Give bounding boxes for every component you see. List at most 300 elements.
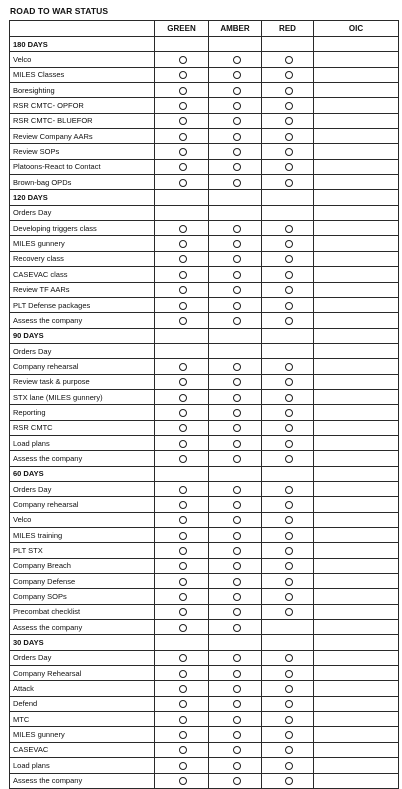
red-status-cell	[262, 696, 314, 711]
section-row	[10, 328, 399, 343]
task-label: Company rehearsal	[10, 497, 155, 512]
circle-icon	[285, 731, 293, 739]
task-label: Recovery class	[10, 251, 155, 266]
circle-icon	[233, 746, 241, 754]
circle-icon	[179, 578, 187, 586]
task-label: Review SOPs	[10, 144, 155, 159]
circle-icon	[233, 532, 241, 540]
table-row	[10, 773, 399, 788]
red-status-cell	[262, 113, 314, 128]
circle-icon	[179, 102, 187, 110]
amber-status-cell	[209, 144, 262, 159]
red-status-cell	[262, 313, 314, 328]
circle-icon	[285, 455, 293, 463]
oic-cell	[314, 435, 399, 450]
circle-icon	[179, 71, 187, 79]
circle-icon	[179, 608, 187, 616]
circle-icon	[285, 378, 293, 386]
header-row	[10, 21, 399, 37]
circle-icon	[285, 777, 293, 785]
table-row	[10, 558, 399, 573]
section-empty-cell	[155, 466, 209, 481]
amber-status-cell	[209, 543, 262, 558]
green-status-cell	[155, 251, 209, 266]
task-label: STX lane (MILES gunnery)	[10, 389, 155, 404]
circle-icon	[285, 562, 293, 570]
circle-icon	[285, 424, 293, 432]
amber-status-cell	[209, 420, 262, 435]
task-label: Orders Day	[10, 205, 155, 220]
green-status-cell	[155, 343, 209, 358]
section-empty-cell	[262, 37, 314, 52]
task-label: Company rehearsal	[10, 359, 155, 374]
circle-icon	[179, 532, 187, 540]
red-status-cell	[262, 558, 314, 573]
task-label: Attack	[10, 681, 155, 696]
oic-cell	[314, 481, 399, 496]
circle-icon	[179, 255, 187, 263]
section-empty-cell	[314, 37, 399, 52]
red-status-cell	[262, 374, 314, 389]
amber-status-cell	[209, 359, 262, 374]
red-status-cell	[262, 512, 314, 527]
red-status-cell	[262, 389, 314, 404]
circle-icon	[285, 225, 293, 233]
section-empty-cell	[314, 328, 399, 343]
circle-icon	[285, 486, 293, 494]
green-status-cell	[155, 666, 209, 681]
oic-cell	[314, 420, 399, 435]
table-row	[10, 420, 399, 435]
circle-icon	[285, 163, 293, 171]
oic-cell	[314, 650, 399, 665]
circle-icon	[285, 179, 293, 187]
green-status-cell	[155, 67, 209, 82]
amber-status-cell	[209, 205, 262, 220]
circle-icon	[285, 501, 293, 509]
circle-icon	[233, 363, 241, 371]
task-label: Company Rehearsal	[10, 666, 155, 681]
section-empty-cell	[155, 190, 209, 205]
task-label: Boresighting	[10, 83, 155, 98]
circle-icon	[285, 133, 293, 141]
section-empty-cell	[209, 635, 262, 650]
amber-status-cell	[209, 251, 262, 266]
table-row	[10, 742, 399, 757]
circle-icon	[233, 516, 241, 524]
circle-icon	[179, 670, 187, 678]
task-label: Company Defense	[10, 574, 155, 589]
circle-icon	[179, 746, 187, 754]
oic-cell	[314, 267, 399, 282]
circle-icon	[233, 271, 241, 279]
oic-cell	[314, 742, 399, 757]
circle-icon	[233, 455, 241, 463]
circle-icon	[233, 762, 241, 770]
task-label: Platoons-React to Contact	[10, 159, 155, 174]
header-red: RED	[262, 21, 314, 37]
section-label: 180 DAYS	[10, 37, 155, 52]
table-row	[10, 313, 399, 328]
amber-status-cell	[209, 589, 262, 604]
circle-icon	[179, 317, 187, 325]
oic-cell	[314, 727, 399, 742]
oic-cell	[314, 129, 399, 144]
green-status-cell	[155, 420, 209, 435]
table-row	[10, 129, 399, 144]
table-row	[10, 98, 399, 113]
circle-icon	[233, 394, 241, 402]
green-status-cell	[155, 589, 209, 604]
circle-icon	[233, 117, 241, 125]
circle-icon	[285, 532, 293, 540]
task-label: Assess the company	[10, 773, 155, 788]
task-label: Company Breach	[10, 558, 155, 573]
task-label: Developing triggers class	[10, 221, 155, 236]
oic-cell	[314, 620, 399, 635]
task-label: CASEVAC class	[10, 267, 155, 282]
task-label: Review TF AARs	[10, 282, 155, 297]
green-status-cell	[155, 159, 209, 174]
oic-cell	[314, 175, 399, 190]
green-status-cell	[155, 696, 209, 711]
circle-icon	[179, 455, 187, 463]
circle-icon	[285, 286, 293, 294]
green-status-cell	[155, 374, 209, 389]
circle-icon	[233, 302, 241, 310]
task-label: Assess the company	[10, 620, 155, 635]
circle-icon	[179, 394, 187, 402]
amber-status-cell	[209, 497, 262, 512]
amber-status-cell	[209, 175, 262, 190]
oic-cell	[314, 405, 399, 420]
section-empty-cell	[262, 190, 314, 205]
task-label: PLT Defense packages	[10, 297, 155, 312]
amber-status-cell	[209, 343, 262, 358]
oic-cell	[314, 681, 399, 696]
oic-cell	[314, 159, 399, 174]
oic-cell	[314, 282, 399, 297]
section-empty-cell	[209, 466, 262, 481]
circle-icon	[233, 716, 241, 724]
table-row	[10, 267, 399, 282]
task-label: CASEVAC	[10, 742, 155, 757]
oic-cell	[314, 604, 399, 619]
green-status-cell	[155, 773, 209, 788]
circle-icon	[285, 700, 293, 708]
green-status-cell	[155, 497, 209, 512]
circle-icon	[285, 670, 293, 678]
circle-icon	[233, 654, 241, 662]
amber-status-cell	[209, 113, 262, 128]
table-row	[10, 221, 399, 236]
circle-icon	[285, 608, 293, 616]
table-row	[10, 650, 399, 665]
status-table	[9, 20, 399, 789]
circle-icon	[285, 716, 293, 724]
table-row	[10, 359, 399, 374]
red-status-cell	[262, 52, 314, 67]
task-label: PLT STX	[10, 543, 155, 558]
circle-icon	[285, 148, 293, 156]
red-status-cell	[262, 773, 314, 788]
table-row	[10, 205, 399, 220]
section-empty-cell	[155, 328, 209, 343]
amber-status-cell	[209, 604, 262, 619]
circle-icon	[233, 56, 241, 64]
section-empty-cell	[314, 190, 399, 205]
task-label: Load plans	[10, 758, 155, 773]
circle-icon	[233, 409, 241, 417]
table-row	[10, 52, 399, 67]
circle-icon	[179, 148, 187, 156]
circle-icon	[179, 516, 187, 524]
amber-status-cell	[209, 666, 262, 681]
task-label: Brown-bag OPDs	[10, 175, 155, 190]
circle-icon	[285, 302, 293, 310]
green-status-cell	[155, 83, 209, 98]
red-status-cell	[262, 758, 314, 773]
circle-icon	[233, 624, 241, 632]
circle-icon	[233, 547, 241, 555]
red-status-cell	[262, 666, 314, 681]
section-empty-cell	[209, 190, 262, 205]
amber-status-cell	[209, 620, 262, 635]
green-status-cell	[155, 129, 209, 144]
green-status-cell	[155, 574, 209, 589]
circle-icon	[179, 225, 187, 233]
oic-cell	[314, 221, 399, 236]
section-label: 30 DAYS	[10, 635, 155, 650]
table-row	[10, 374, 399, 389]
table-row	[10, 435, 399, 450]
green-status-cell	[155, 650, 209, 665]
oic-cell	[314, 313, 399, 328]
circle-icon	[179, 593, 187, 601]
circle-icon	[233, 163, 241, 171]
section-empty-cell	[155, 635, 209, 650]
oic-cell	[314, 251, 399, 266]
amber-status-cell	[209, 374, 262, 389]
oic-cell	[314, 712, 399, 727]
circle-icon	[179, 240, 187, 248]
green-status-cell	[155, 282, 209, 297]
red-status-cell	[262, 420, 314, 435]
section-empty-cell	[262, 466, 314, 481]
oic-cell	[314, 98, 399, 113]
green-status-cell	[155, 52, 209, 67]
circle-icon	[233, 731, 241, 739]
table-row	[10, 144, 399, 159]
red-status-cell	[262, 251, 314, 266]
circle-icon	[233, 255, 241, 263]
amber-status-cell	[209, 313, 262, 328]
circle-icon	[179, 378, 187, 386]
table-row	[10, 727, 399, 742]
green-status-cell	[155, 451, 209, 466]
oic-cell	[314, 451, 399, 466]
red-status-cell	[262, 83, 314, 98]
section-label: 60 DAYS	[10, 466, 155, 481]
section-empty-cell	[155, 37, 209, 52]
circle-icon	[179, 179, 187, 187]
amber-status-cell	[209, 129, 262, 144]
task-label: RSR CMTC- BLUEFOR	[10, 113, 155, 128]
circle-icon	[179, 700, 187, 708]
circle-icon	[179, 547, 187, 555]
oic-cell	[314, 497, 399, 512]
circle-icon	[285, 685, 293, 693]
amber-status-cell	[209, 451, 262, 466]
circle-icon	[233, 700, 241, 708]
red-status-cell	[262, 650, 314, 665]
circle-icon	[179, 87, 187, 95]
oic-cell	[314, 528, 399, 543]
red-status-cell	[262, 297, 314, 312]
circle-icon	[233, 424, 241, 432]
task-label: Review task & purpose	[10, 374, 155, 389]
header-task	[10, 21, 155, 37]
amber-status-cell	[209, 159, 262, 174]
circle-icon	[179, 117, 187, 125]
table-row	[10, 236, 399, 251]
circle-icon	[179, 56, 187, 64]
red-status-cell	[262, 159, 314, 174]
task-label: Orders Day	[10, 650, 155, 665]
table-row	[10, 512, 399, 527]
circle-icon	[233, 378, 241, 386]
task-label: Review Company AARs	[10, 129, 155, 144]
oic-cell	[314, 297, 399, 312]
green-status-cell	[155, 405, 209, 420]
circle-icon	[179, 486, 187, 494]
header-amber: AMBER	[209, 21, 262, 37]
table-row	[10, 343, 399, 358]
green-status-cell	[155, 297, 209, 312]
circle-icon	[179, 286, 187, 294]
amber-status-cell	[209, 742, 262, 757]
circle-icon	[179, 133, 187, 141]
amber-status-cell	[209, 696, 262, 711]
oic-cell	[314, 113, 399, 128]
task-label: Velco	[10, 52, 155, 67]
circle-icon	[285, 317, 293, 325]
table-row	[10, 666, 399, 681]
circle-icon	[233, 240, 241, 248]
circle-icon	[179, 163, 187, 171]
circle-icon	[285, 87, 293, 95]
red-status-cell	[262, 435, 314, 450]
task-label: Load plans	[10, 435, 155, 450]
circle-icon	[233, 578, 241, 586]
amber-status-cell	[209, 528, 262, 543]
red-status-cell	[262, 481, 314, 496]
amber-status-cell	[209, 282, 262, 297]
task-label: Company SOPs	[10, 589, 155, 604]
circle-icon	[179, 654, 187, 662]
red-status-cell	[262, 497, 314, 512]
circle-icon	[179, 685, 187, 693]
red-status-cell	[262, 359, 314, 374]
amber-status-cell	[209, 236, 262, 251]
task-label: RSR CMTC	[10, 420, 155, 435]
circle-icon	[179, 409, 187, 417]
red-status-cell	[262, 267, 314, 282]
oic-cell	[314, 574, 399, 589]
amber-status-cell	[209, 83, 262, 98]
red-status-cell	[262, 67, 314, 82]
circle-icon	[179, 762, 187, 770]
red-status-cell	[262, 129, 314, 144]
circle-icon	[233, 593, 241, 601]
section-row	[10, 37, 399, 52]
task-label: MILES gunnery	[10, 236, 155, 251]
red-status-cell	[262, 144, 314, 159]
circle-icon	[179, 424, 187, 432]
red-status-cell	[262, 543, 314, 558]
green-status-cell	[155, 558, 209, 573]
table-row	[10, 451, 399, 466]
circle-icon	[285, 409, 293, 417]
green-status-cell	[155, 758, 209, 773]
green-status-cell	[155, 205, 209, 220]
amber-status-cell	[209, 98, 262, 113]
amber-status-cell	[209, 773, 262, 788]
table-row	[10, 696, 399, 711]
circle-icon	[233, 87, 241, 95]
oic-cell	[314, 589, 399, 604]
circle-icon	[179, 562, 187, 570]
amber-status-cell	[209, 405, 262, 420]
red-status-cell	[262, 742, 314, 757]
table-row	[10, 574, 399, 589]
red-status-cell	[262, 727, 314, 742]
red-status-cell	[262, 528, 314, 543]
oic-cell	[314, 205, 399, 220]
table-row	[10, 620, 399, 635]
table-row	[10, 712, 399, 727]
green-status-cell	[155, 727, 209, 742]
circle-icon	[285, 363, 293, 371]
table-body	[10, 37, 399, 789]
green-status-cell	[155, 528, 209, 543]
green-status-cell	[155, 267, 209, 282]
green-status-cell	[155, 313, 209, 328]
green-status-cell	[155, 98, 209, 113]
green-status-cell	[155, 359, 209, 374]
red-status-cell	[262, 405, 314, 420]
red-status-cell	[262, 236, 314, 251]
amber-status-cell	[209, 558, 262, 573]
red-status-cell	[262, 451, 314, 466]
task-label: Precombat checklist	[10, 604, 155, 619]
circle-icon	[285, 240, 293, 248]
oic-cell	[314, 512, 399, 527]
circle-icon	[285, 117, 293, 125]
green-status-cell	[155, 144, 209, 159]
section-empty-cell	[209, 328, 262, 343]
task-label: MILES gunnery	[10, 727, 155, 742]
section-empty-cell	[262, 635, 314, 650]
green-status-cell	[155, 620, 209, 635]
task-label: RSR CMTC- OPFOR	[10, 98, 155, 113]
oic-cell	[314, 666, 399, 681]
task-label: Orders Day	[10, 481, 155, 496]
section-empty-cell	[314, 466, 399, 481]
table-row	[10, 251, 399, 266]
table-row	[10, 543, 399, 558]
green-status-cell	[155, 236, 209, 251]
